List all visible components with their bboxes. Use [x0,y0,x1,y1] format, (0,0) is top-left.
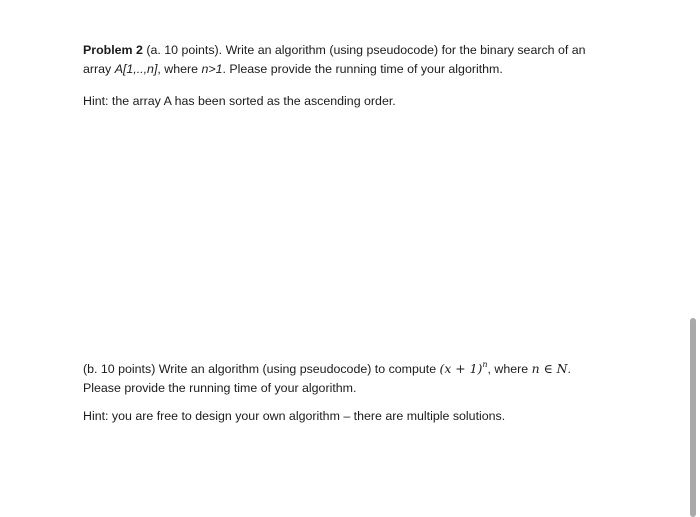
problem-a-line2-mid: , where [157,62,202,76]
scrollbar-thumb[interactable] [690,318,696,517]
problem-b-line1-mid: , where [487,362,532,376]
power-expression-exponent: n [482,359,488,369]
problem-a-hint-block [83,92,613,111]
problem-title: Problem 2 [83,43,143,57]
problem-a-line-2 [83,60,613,79]
problem-b-line-1 [83,359,613,379]
power-expression [440,361,488,376]
problem-a-hint: Hint: the array A has been sorted as the ascending order. [83,94,396,108]
power-expression-base: (x + 1) [439,361,483,376]
problem-a-statement [83,41,613,79]
problem-a-text: (a. 10 points). Write an algorithm (using pseudocode) for the binary search of an [142,43,586,57]
vertical-scrollbar[interactable] [690,318,696,517]
problem-b-line-2: Please provide the running time of your algorithm. [83,381,357,395]
membership-expression [531,361,571,376]
problem-a-line2-suffix: . Please provide the running time of your algorithm. [222,62,503,76]
array-expression: A[1,..,n] [114,62,158,76]
problem-b-line1-prefix: (b. 10 points) Write an algorithm (using pseudocode) to compute [83,362,440,376]
problem-b-hint: Hint: you are free to design your own algorithm – there are multiple solutions. [83,409,506,423]
problem-b-hint-block [83,407,613,426]
problem-b-statement [83,359,613,398]
problem-a-line-1 [83,41,613,60]
size-condition: n>1 [201,62,223,76]
membership-expression-text: n ∈ N [531,361,568,376]
problem-b-line1-suffix: . [567,362,571,376]
problem-a-line2-prefix: array [83,62,115,76]
